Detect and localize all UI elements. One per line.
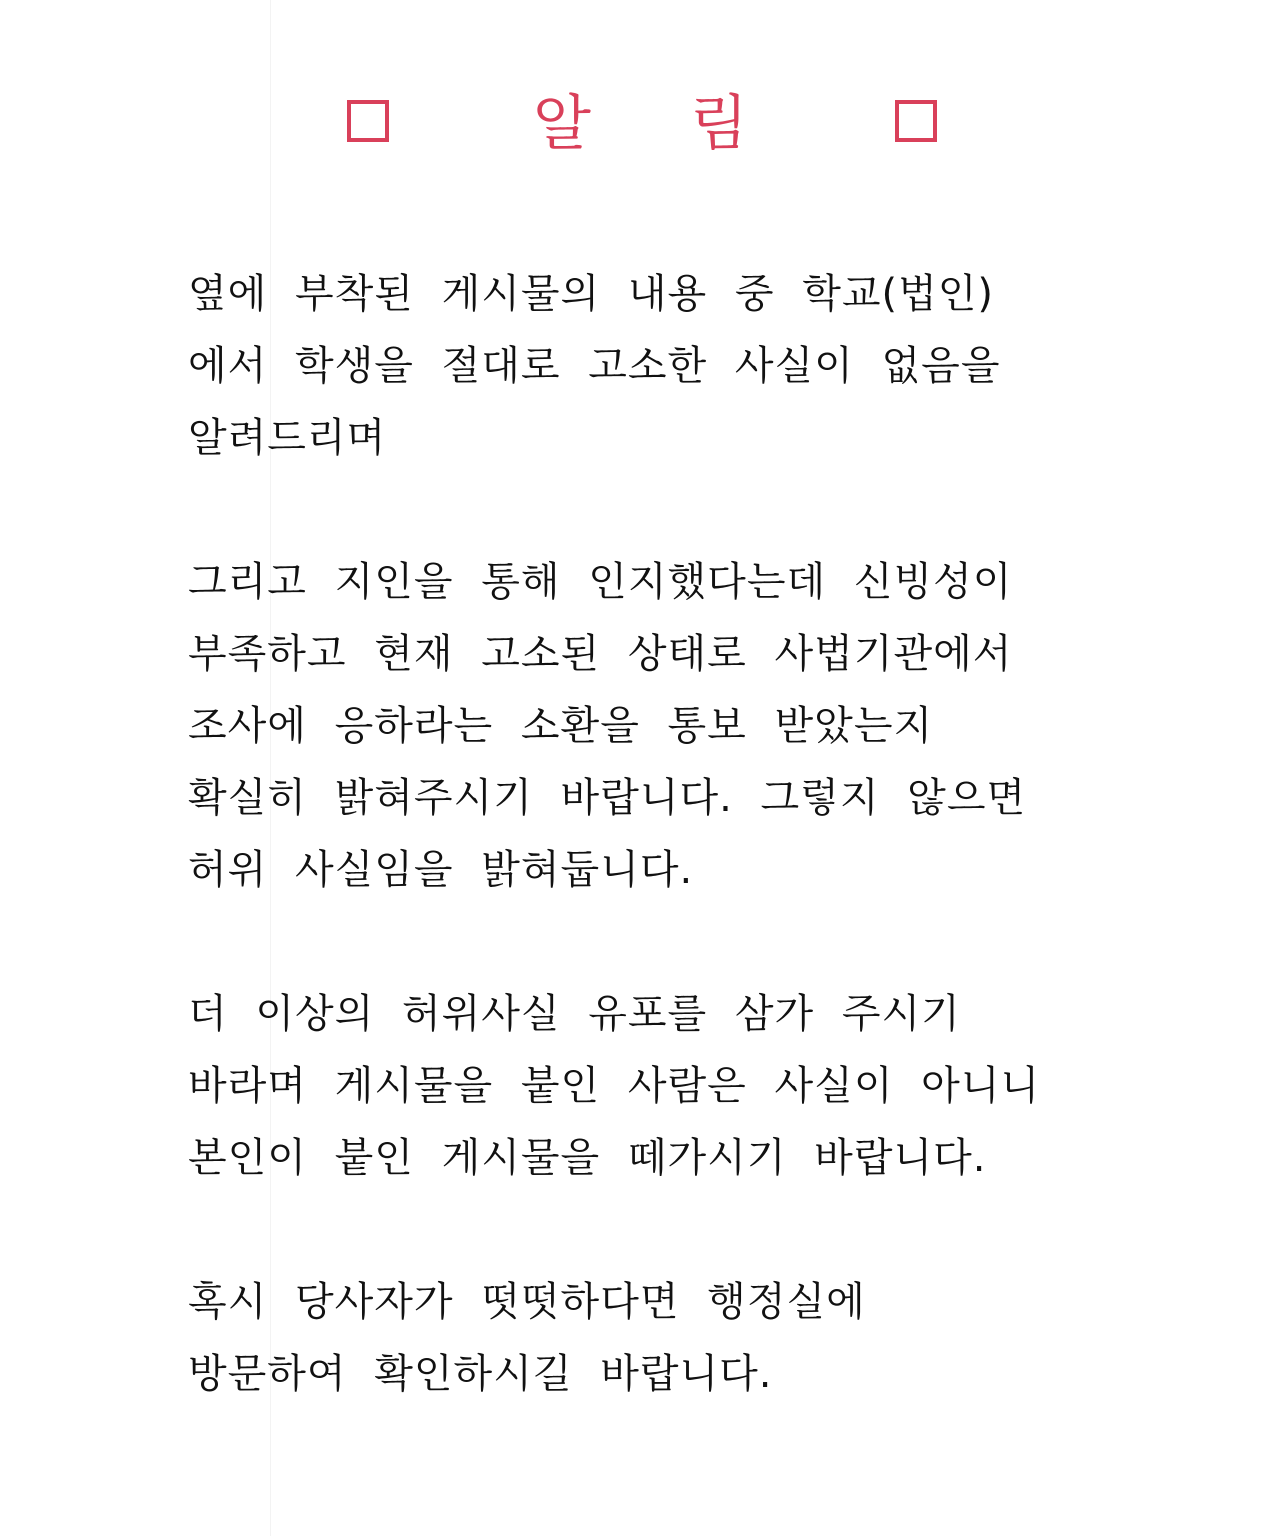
text-line: 허위 사실임을 밝혀둡니다. <box>188 847 694 893</box>
text-line: 그리고 지인을 통해 인지했다는데 신빙성이 <box>188 559 1013 605</box>
text-line: 더 이상의 허위사실 유포를 삼가 주시기 <box>188 991 961 1037</box>
text-line: 조사에 응하라는 소환을 통보 받았는지 <box>188 703 934 749</box>
text-line: 확실히 밝혀주시기 바랍니다. 그렇지 않으면 <box>188 775 1027 821</box>
paragraph-1 <box>188 258 1188 474</box>
title-left-box-icon <box>347 100 389 142</box>
text-line: 부족하고 현재 고소된 상태로 사법기관에서 <box>188 631 1013 677</box>
title-word-1: 알 <box>533 89 591 159</box>
title-word-2: 림 <box>690 89 748 159</box>
paragraph-spacer <box>188 906 1188 978</box>
paragraph-4 <box>188 1266 1188 1410</box>
notice-title <box>0 88 1280 160</box>
text-line: 바라며 게시물을 붙인 사람은 사실이 아니니 <box>188 1063 1041 1109</box>
text-line: 방문하여 확인하시길 바랍니다. <box>188 1351 773 1397</box>
text-line: 혹시 당사자가 떳떳하다면 행정실에 <box>188 1279 866 1325</box>
text-line: 옆에 부착된 게시물의 내용 중 학교(법인) <box>188 271 995 317</box>
text-line: 본인이 붙인 게시물을 떼가시기 바랍니다. <box>188 1135 987 1181</box>
paragraph-3 <box>188 978 1188 1194</box>
paragraph-2 <box>188 546 1188 906</box>
paragraph-spacer <box>188 474 1188 546</box>
notice-body <box>188 258 1188 1410</box>
title-right-box-icon <box>895 100 937 142</box>
text-line: 에서 학생을 절대로 고소한 사실이 없음을 <box>188 343 1001 389</box>
paragraph-spacer <box>188 1194 1188 1266</box>
text-line: 알려드리며 <box>188 415 387 461</box>
